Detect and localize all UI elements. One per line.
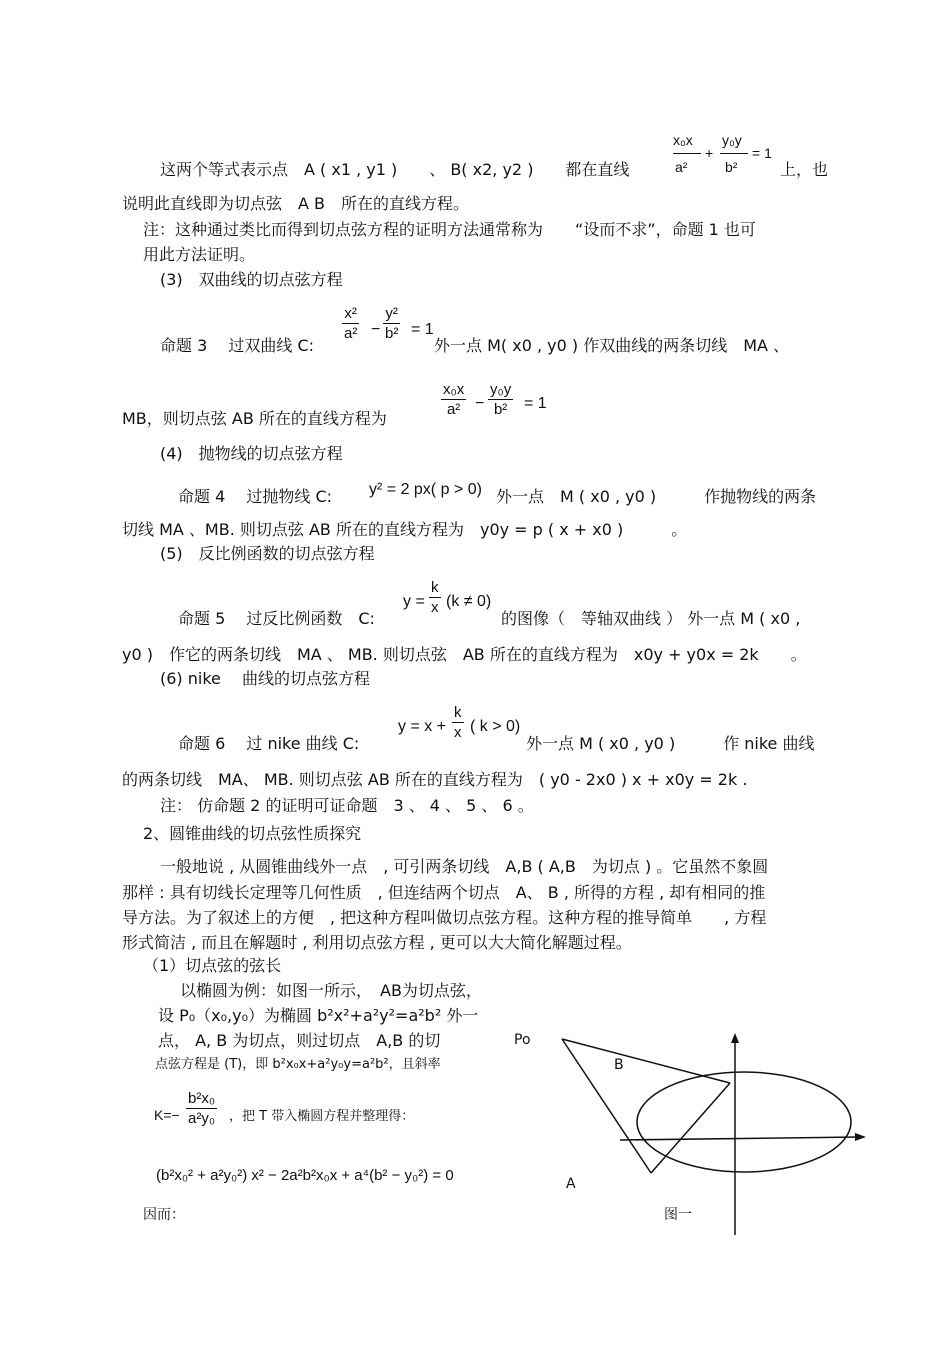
section-6-title: (6) nike 曲线的切点弦方程 bbox=[160, 669, 370, 688]
slope-num: b²x₀ bbox=[188, 1090, 216, 1107]
section-4-title: (4) 抛物线的切点弦方程 bbox=[160, 444, 343, 463]
prop5-line1: 命题 5 过反比例函数 C: bbox=[178, 609, 375, 628]
subsection-1-title: （1）切点弦的弦长 bbox=[143, 956, 282, 975]
section-5-title: (5) 反比例函数的切点弦方程 bbox=[160, 544, 375, 563]
intro-eq-num1: x₀x bbox=[673, 132, 693, 148]
prop6-line1-end: 外一点 M ( x0 , y0 ) 作 nike 曲线 bbox=[526, 734, 815, 753]
prop5-eq-den: x bbox=[431, 599, 439, 616]
prop3-label: 命题 3 过双曲线 C: bbox=[160, 336, 315, 355]
prop3-eq-num2: y₀y bbox=[490, 381, 512, 398]
prop6-eq-num: k bbox=[454, 704, 462, 721]
x-axis-arrow bbox=[855, 1133, 866, 1141]
prop6-eq-frac bbox=[452, 704, 464, 741]
prop5-eq-lhs: y = bbox=[403, 593, 425, 610]
intro-eq-plus: + bbox=[705, 145, 714, 161]
ellipse-line1: 以椭圆为例：如图一所示， AB为切点弦， bbox=[180, 981, 482, 1000]
prop4-line1-end: 外一点 M ( x0 , y0 ) 作抛物线的两条 bbox=[496, 487, 817, 506]
prop5-eq-num: k bbox=[431, 579, 439, 596]
prop3-eq-minus: − bbox=[475, 395, 485, 412]
prop5-line1-end: 的图像（ 等轴双曲线 ） 外一点 M ( x0 , bbox=[501, 609, 801, 628]
label-po: Po bbox=[514, 1032, 531, 1048]
slope-lhs: K=− bbox=[154, 1107, 180, 1123]
prop3-eq-den2: b² bbox=[493, 401, 508, 418]
note2: 注： 仿命题 2 的证明可证命题 3 、 4 、 5 、 6 。 bbox=[160, 796, 534, 815]
intro-line2: 说明此直线即为切点弦 A B 所在的直线方程。 bbox=[122, 194, 470, 213]
prop6-line2: 的两条切线 MA、 MB. 则切点弦 AB 所在的直线方程为 ( y0 - 2x0 ) x + x0y = 2k . bbox=[122, 770, 748, 789]
therefore-text: 因而： bbox=[143, 1207, 185, 1223]
prop3-eq-num1: x₀x bbox=[443, 381, 465, 398]
prop3-eq-rhs: = 1 bbox=[524, 395, 547, 412]
label-a: A bbox=[566, 1176, 576, 1192]
prop3-frac-y-den: b² bbox=[385, 325, 399, 342]
quadratic-equation: (b²x₀² + a²y₀²) x² − 2a²b²x₀x + a⁴(b² − y₀²) = 0 bbox=[156, 1167, 454, 1184]
prop5-eq-tail: (k ≠ 0) bbox=[446, 593, 492, 610]
prop3-eq-frac2 bbox=[488, 381, 513, 418]
note1-line1: 注：这种通过类比而得到切点弦方程的证明方法通常称为 “设而不求”，命题 1 也可 bbox=[143, 220, 756, 239]
intro-frac-bar1 bbox=[673, 153, 701, 154]
ellipse-line4: 点弦方程是 (T)，即 b²x₀x+a²y₀y=a²b²，且斜率 bbox=[155, 1057, 441, 1072]
intro-frac-bar2 bbox=[720, 153, 748, 154]
prop3-minus: − bbox=[371, 321, 381, 338]
general-line1: 一般地说 , 从圆锥曲线外一点 , 可引两条切线 A,B ( A,B 为切点 ) 。它虽然不象圆 bbox=[160, 857, 769, 876]
ellipse-line2: 设 P₀（x₀,y₀）为椭圆 b²x²+a²y²=a²b² 外一 bbox=[158, 1006, 479, 1025]
section-3-title: (3) 双曲线的切点弦方程 bbox=[160, 270, 343, 289]
prop4-line1: 命题 4 过抛物线 C: bbox=[178, 487, 333, 506]
general-line4: 形式简洁 , 而且在解题时 , 利用切点弦方程 , 更可以大大简化解题过程。 bbox=[122, 933, 632, 952]
general-line3: 导方法。为了叙述上的方便 , 把这种方程叫做切点弦方程。这种方程的推导简单 , 方程 bbox=[122, 908, 767, 927]
prop3-eq-den1: a² bbox=[446, 401, 461, 418]
prop6-line1: 命题 6 过 nike 曲线 C: bbox=[178, 734, 360, 753]
ellipse-line3: 点， A, B 为切点，则过切点 A,B 的切 bbox=[158, 1031, 441, 1050]
prop6-eq-lhs: y = x + bbox=[398, 718, 447, 735]
prop5-eq-frac bbox=[429, 579, 441, 616]
prop3-eq-frac1 bbox=[441, 381, 466, 418]
section-2-heading: 2、圆锥曲线的切点弦性质探究 bbox=[143, 824, 362, 843]
prop3-frac-y-num: y² bbox=[385, 305, 398, 322]
prop4-eq: y² = 2 px( p > 0) bbox=[369, 481, 482, 498]
note1-line2: 用此方法证明。 bbox=[143, 245, 256, 264]
prop3-frac-y bbox=[383, 305, 400, 342]
label-b: B bbox=[614, 1057, 624, 1073]
prop3-frac-x-num: x² bbox=[344, 305, 357, 322]
prop6-eq-tail: ( k > 0) bbox=[470, 718, 521, 735]
ellipse-curve bbox=[637, 1072, 851, 1172]
figure-ellipse-diagram bbox=[550, 1025, 880, 1240]
general-line2: 那样 : 具有切线长定理等几何性质 , 但连结两个切点 A、 B , 所得的方程 , 却有相同的推 bbox=[122, 883, 766, 902]
prop3-frac-x bbox=[342, 305, 359, 342]
intro-eq-den1: a² bbox=[675, 159, 688, 175]
x-axis bbox=[620, 1137, 860, 1140]
prop3-line2: MB，则切点弦 AB 所在的直线方程为 bbox=[122, 409, 387, 428]
slope-frac bbox=[186, 1090, 217, 1127]
intro-eq-den2: b² bbox=[725, 159, 738, 175]
intro-line1: 这两个等式表示点 A ( x1 , y1 ) 、 B( x2, y2 ) 都在直线 bbox=[160, 160, 630, 179]
slope-tail: ，把 T 带入椭圆方程并整理得： bbox=[229, 1109, 415, 1124]
intro-eq-num2: y₀y bbox=[722, 132, 742, 148]
chord-ab bbox=[651, 1083, 730, 1173]
intro-eq-rhs: = 1 bbox=[752, 145, 772, 161]
intro-line1-end: 上，也 bbox=[780, 160, 829, 179]
prop5-line2: y0 ) 作它的两条切线 MA 、 MB. 则切点弦 AB 所在的直线方程为 x0y + y0x = 2k 。 bbox=[122, 645, 807, 664]
prop4-line2: 切线 MA 、MB. 则切点弦 AB 所在的直线方程为 y0y = p ( x + x0 ) 。 bbox=[122, 520, 688, 539]
slope-den: a²y₀ bbox=[188, 1110, 216, 1127]
prop6-eq-den: x bbox=[454, 724, 462, 741]
figure-caption: 图一 bbox=[664, 1207, 692, 1223]
prop3-rhs: = 1 bbox=[411, 321, 434, 338]
y-axis-arrow bbox=[731, 1033, 739, 1043]
prop3-frac-x-den: a² bbox=[344, 325, 358, 342]
prop3-line1-end: 外一点 M( x0 , y0 ) 作双曲线的两条切线 MA 、 bbox=[434, 336, 790, 355]
